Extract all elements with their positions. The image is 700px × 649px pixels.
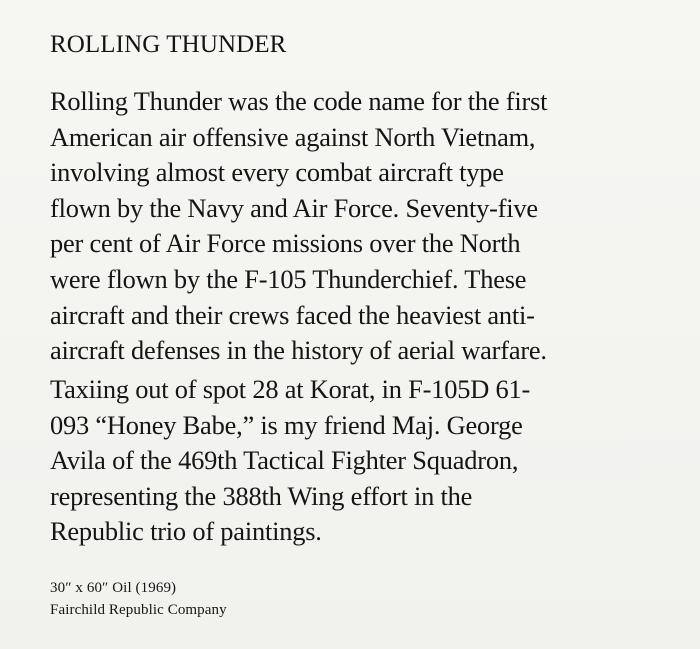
paragraph-rolling-thunder — [50, 84, 547, 369]
paragraph-line: representing the 388th Wing effort in the — [50, 480, 473, 511]
paragraph-line: aircraft defenses in the history of aerial warfare. — [50, 335, 547, 366]
paragraph-line: flown by the Navy and Air Force. Seventy-five — [50, 192, 538, 223]
paragraph-honey-babe — [50, 372, 530, 550]
document-title: ROLLING THUNDER — [50, 31, 287, 58]
paragraph-line: 093 “Honey Babe,” is my friend Maj. George — [50, 409, 523, 440]
paragraph-line: involving almost every combat aircraft type — [50, 157, 504, 188]
caption-dimensions: 30″ x 60″ Oil (1969) — [50, 580, 177, 596]
paragraph-line: American air offensive against North Vietnam, — [50, 121, 536, 152]
paragraph-line: were flown by the F-105 Thunderchief. These — [50, 263, 527, 294]
paragraph-line: per cent of Air Force missions over the North — [50, 228, 521, 259]
paragraph-line: Republic trio of paintings. — [50, 516, 322, 547]
paragraph-line: Taxiing out of spot 28 at Korat, in F-105D 61- — [50, 374, 531, 404]
paragraph-line: Avila of the 469th Tactical Fighter Squadron, — [50, 445, 519, 476]
paragraph-line: Rolling Thunder was the code name for the first — [50, 86, 548, 116]
paragraph-line: aircraft and their crews faced the heaviest anti- — [50, 299, 535, 330]
painting-caption — [50, 577, 227, 621]
caption-owner: Fairchild Republic Company — [50, 602, 227, 618]
